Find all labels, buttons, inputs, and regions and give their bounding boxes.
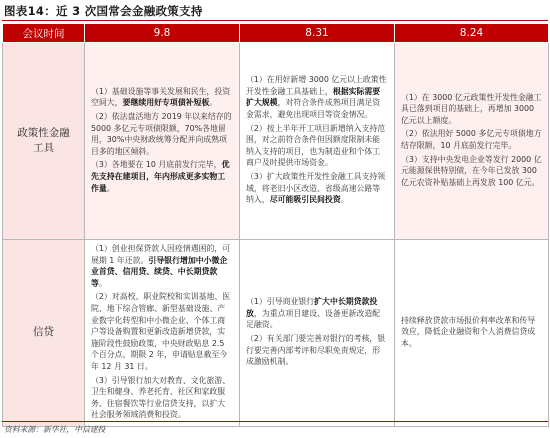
emphasis-text: 尽可能吸引民间投资: [269, 195, 341, 205]
cell-paragraph: [91, 291, 233, 372]
body-text: （3）支持中央发电企业等发行 2000 亿元能源保供特别债，在今年已发放 300 亿元农资补贴基础上再发放 100 亿元。: [401, 154, 542, 187]
body-text: （2）按上半年开工项目新增纳入支持范围，对之前符合条件但因额度限制未能纳入支持的项目，也为制造业和个体工商户及时提供市场资金。: [246, 123, 386, 168]
body-text: （1）创业担保贷款人因疫情遇困的，可展期 1 年还款。: [91, 244, 231, 265]
body-text: 。: [106, 183, 115, 193]
cell-paragraph: [246, 333, 388, 368]
row-label-text: 政策性金融工具: [17, 127, 70, 154]
figure-title: 图表14：近 3 次国常会金融政策支持: [4, 4, 203, 18]
body-text: （3）各地要在 10 月底前发行完毕，: [91, 160, 222, 170]
title-divider: [2, 20, 548, 21]
cell-paragraph: [401, 315, 542, 350]
row-label-credit: [3, 240, 85, 427]
row-label-policy-tools: [3, 43, 85, 240]
header-date-0824: 8.24: [395, 24, 549, 43]
body-text: 。: [209, 98, 218, 108]
cell-policy-0824: [395, 43, 549, 240]
cell-paragraph: [91, 375, 233, 421]
table-header-row: [3, 24, 549, 43]
cell-paragraph: [246, 123, 388, 169]
body-text: （2）依法盘活地方 2019 年以来结存的 5000 多亿元专项债限额，70%各地留用，30%中央财政统筹分配并向成熟项目多的地区倾斜。: [91, 112, 232, 156]
cell-credit-0908: [85, 240, 240, 427]
policy-table: [2, 23, 549, 427]
body-text: （1）在用好新增 3000 亿元以上政策性开发性金融工具基础上，: [246, 75, 387, 96]
body-text: （1）在 3000 亿元政策性开发性金融工具已落到项目的基础上，再增加 3000 亿元以上额度。: [401, 92, 542, 125]
emphasis-text: 扩大中长期贷款投放: [246, 297, 378, 318]
source-divider: [2, 421, 548, 422]
cell-paragraph: [401, 154, 542, 189]
emphasis-text: 优先支持在建项目，年内形成更多实物工作量: [91, 160, 230, 193]
cell-paragraph: [91, 111, 233, 157]
emphasis-text: 要继续用好专项债补短板: [122, 98, 210, 108]
cell-paragraph: [91, 86, 233, 109]
emphasis-text: 引导银行增加中小微企业首贷、信用贷、续贷、中长期贷款等: [91, 255, 228, 288]
body-text: （2）对高校、职业院校和实训基地、医院、地下综合管廊、新型基础设施、产业数字化转型和中小微企业、个体工商户等设备购置和更新改造新增贷款，实施阶段性鼓励政策，中央财政贴息 2.5 个百分点，期限 2 年，申请贴息截至今年 12 月 31 日。: [91, 292, 231, 371]
cell-paragraph: [246, 171, 388, 206]
body-text: （2）依法用好 5000 多亿元专项债地方结存限额，10 月底前发行完毕。: [401, 129, 542, 150]
cell-policy-0908: [85, 43, 240, 240]
header-date-0908: 9.8: [85, 24, 240, 43]
cell-paragraph: [91, 159, 233, 194]
body-text: ，为重点项目建设、设备更新改造配足融资。: [246, 308, 381, 330]
table-row: [3, 240, 549, 427]
body-text: （1）基础设施等事关发展和民生，投资空间大，: [91, 86, 231, 108]
table-row: [3, 43, 549, 240]
body-text: （3）引导银行加大对教育、文化旅游、卫生和健身、养老托育、社区和家政服务、住宿餐饮等行业信贷支持，以扩大社会服务领域消费和投资。: [91, 375, 231, 420]
body-text: （3）扩大政策性开发性金融工具支持领域，将老旧小区改造、省级高速公路等纳入，: [246, 171, 386, 205]
cell-paragraph: [401, 128, 542, 151]
body-text: （1）引导商业银行: [246, 297, 315, 307]
body-text: 。: [98, 278, 107, 288]
header-meeting-time: 会议时间: [3, 24, 85, 43]
body-text: 持续释放贷款市场报价利率改革和传导效应，降低企业融资和个人消费信贷成本。: [401, 315, 536, 348]
cell-policy-0831: [240, 43, 395, 240]
cell-credit-0824: [395, 240, 549, 427]
body-text: （2）有关部门要完善对银行的考核，银行要完善内部考评和尽职免责规定，形成激励机制。: [246, 333, 386, 367]
header-date-0831: 8.31: [240, 24, 395, 43]
cell-credit-0831: [240, 240, 395, 427]
source-note: 资料来源：新华社，中信建投: [4, 425, 106, 434]
body-text: ，对符合条件成熟项目满足资金需求，避免出现项目等资金情况。: [246, 98, 381, 120]
cell-paragraph: [401, 92, 542, 127]
body-text: 。: [340, 195, 349, 205]
emphasis-text: 根据实际需要扩大规模: [246, 86, 381, 108]
cell-paragraph: [246, 74, 388, 120]
cell-paragraph: [91, 243, 233, 289]
cell-paragraph: [246, 296, 388, 331]
row-label-text: 信贷: [33, 326, 54, 339]
